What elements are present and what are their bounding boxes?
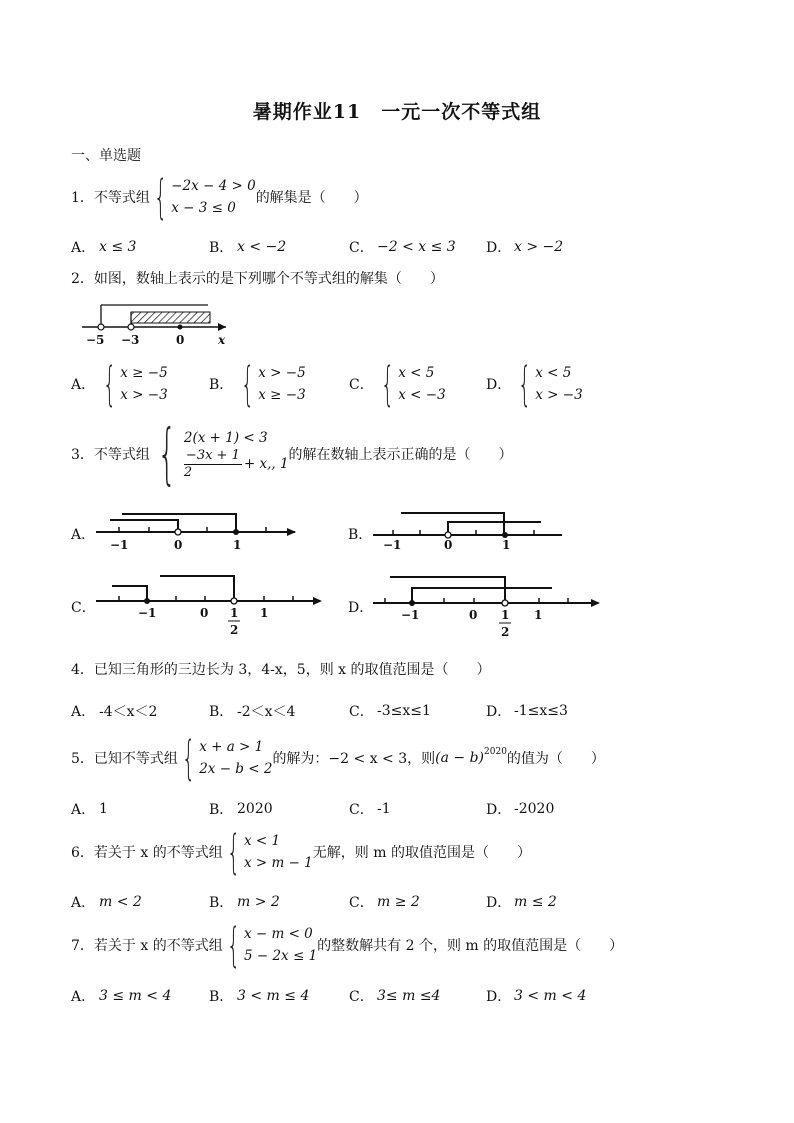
tick-label: 1 bbox=[260, 606, 269, 620]
option-label: C． bbox=[349, 704, 374, 720]
option-label: C． bbox=[349, 895, 374, 911]
solution-bracket bbox=[448, 522, 541, 535]
option-label: D． bbox=[486, 989, 512, 1005]
option-text: m ≤ 2 bbox=[514, 894, 557, 910]
option-label: C． bbox=[349, 802, 374, 818]
ineq-2: x < −3 bbox=[398, 387, 446, 403]
q4-option-b[interactable] bbox=[209, 701, 295, 721]
q4-option-c[interactable] bbox=[349, 701, 431, 721]
option-text: -2＜x＜4 bbox=[237, 704, 296, 720]
option-label: A． bbox=[71, 989, 96, 1005]
option-text: -1≤x≤3 bbox=[514, 703, 568, 719]
tick-label: −1 bbox=[401, 608, 420, 622]
option-label: B． bbox=[209, 240, 234, 256]
tick-label-half-denominator: 2 bbox=[501, 625, 510, 639]
closed-point bbox=[233, 529, 239, 535]
q7-suffix: 的整数解共有 2 个，则 m 的取值范围是（ ） bbox=[317, 938, 624, 954]
q5-prefix: 5．已知不等式组 bbox=[71, 751, 178, 767]
option-label: A． bbox=[71, 895, 96, 911]
tick-label-half-denominator: 2 bbox=[230, 623, 239, 637]
option-label: B． bbox=[209, 802, 234, 818]
question-5 bbox=[71, 731, 605, 785]
tick-label: x bbox=[218, 333, 226, 347]
q5-option-b[interactable] bbox=[209, 799, 273, 819]
q3-option-c-label[interactable]: C． bbox=[71, 600, 96, 616]
tick-label: 0 bbox=[444, 538, 453, 552]
q7-option-d[interactable] bbox=[486, 986, 586, 1006]
q3-suffix: 的解在数轴上表示正确的是（ ） bbox=[288, 447, 513, 463]
ineq-1: x < 5 bbox=[535, 365, 572, 381]
q3-option-b-label[interactable]: B． bbox=[348, 527, 373, 543]
q5-option-c[interactable] bbox=[349, 799, 391, 819]
q3-option-c-graph bbox=[96, 576, 322, 637]
option-text: m > 2 bbox=[237, 894, 280, 910]
q7-system bbox=[244, 923, 317, 967]
q1-suffix: 的解集是（ ） bbox=[255, 190, 368, 206]
q6-option-a[interactable] bbox=[71, 892, 142, 912]
option-text: −2 < x ≤ 3 bbox=[377, 239, 456, 255]
option-label: B． bbox=[209, 704, 234, 720]
option-text: 3 < m < 4 bbox=[514, 988, 587, 1004]
q4-option-a[interactable] bbox=[71, 701, 157, 721]
option-label: D． bbox=[486, 377, 512, 393]
option-text: -3≤x≤1 bbox=[377, 703, 431, 719]
option-text: 3≤ m ≤4 bbox=[377, 988, 441, 1004]
tick-label: 0 bbox=[469, 608, 478, 622]
axis-arrow bbox=[313, 597, 322, 605]
q5-option-a[interactable] bbox=[71, 799, 108, 819]
q3-ineq-1: 2(x + 1) < 3 bbox=[183, 429, 268, 446]
solution-bracket bbox=[110, 520, 178, 532]
q6-ineq-1: x < 1 bbox=[243, 833, 281, 849]
open-point bbox=[231, 598, 237, 604]
solution-bracket bbox=[412, 588, 552, 603]
option-label: C． bbox=[349, 989, 374, 1005]
open-point bbox=[175, 529, 181, 535]
closed-point bbox=[409, 600, 415, 606]
option-text: x > −2 bbox=[514, 239, 564, 255]
q7-option-a[interactable] bbox=[71, 986, 171, 1006]
q3-prefix: 3．不等式组 bbox=[71, 447, 150, 463]
option-label: A． bbox=[71, 802, 96, 818]
brace-symbol: { bbox=[103, 357, 117, 411]
brace-symbol: { bbox=[226, 825, 240, 879]
fraction-numerator: −3x + 1 bbox=[185, 447, 240, 463]
option-label: B． bbox=[209, 895, 234, 911]
q3-option-d-label[interactable]: D． bbox=[348, 600, 374, 616]
q5-option-d[interactable] bbox=[486, 799, 554, 819]
tick-label: −1 bbox=[383, 538, 402, 552]
brace-symbol: { bbox=[157, 415, 177, 492]
open-point bbox=[502, 600, 508, 606]
q3-option-a-graph bbox=[96, 514, 296, 552]
option-label: A． bbox=[71, 704, 96, 720]
q6-option-b[interactable] bbox=[209, 892, 280, 912]
option-text: -4＜x＜2 bbox=[99, 704, 158, 720]
option-text: x ≤ 3 bbox=[99, 239, 137, 255]
option-label: C． bbox=[349, 377, 374, 393]
tick-label-half-numerator: 1 bbox=[230, 606, 239, 620]
question-7 bbox=[71, 918, 624, 972]
ineq-2: x ≥ −3 bbox=[258, 387, 306, 403]
axis-arrow bbox=[287, 528, 296, 536]
option-label: D． bbox=[486, 704, 512, 720]
page-title: 暑期作业11 一元一次不等式组 bbox=[252, 101, 542, 123]
q6-system bbox=[244, 830, 313, 874]
brace-symbol: { bbox=[181, 731, 196, 785]
tick-label: 1 bbox=[534, 608, 543, 622]
tick-label: −1 bbox=[138, 606, 157, 620]
ineq-2: x > −3 bbox=[535, 387, 583, 403]
brace-symbol: { bbox=[226, 918, 240, 972]
option-label: C． bbox=[349, 240, 374, 256]
option-label: A． bbox=[71, 377, 96, 393]
q6-prefix: 6．若关于 x 的不等式组 bbox=[71, 845, 223, 861]
ineq-1: x > −5 bbox=[258, 365, 306, 381]
tick-label: 0 bbox=[176, 333, 185, 347]
brace-symbol: { bbox=[153, 170, 168, 224]
option-text: 3 < m ≤ 4 bbox=[237, 988, 310, 1004]
option-label: D． bbox=[486, 802, 512, 818]
option-text: -2020 bbox=[514, 801, 555, 817]
tick-label: −1 bbox=[110, 538, 129, 552]
section-heading: 一、单选题 bbox=[71, 148, 141, 164]
option-label: A． bbox=[71, 240, 96, 256]
q5-ineq-1: x + a > 1 bbox=[199, 739, 264, 755]
q1-ineq-2: x − 3 ≤ 0 bbox=[171, 200, 236, 216]
option-text: m ≥ 2 bbox=[377, 894, 420, 910]
q6-option-d[interactable] bbox=[486, 892, 557, 912]
question-2: 2．如图，数轴上表示的是下列哪个不等式组的解集（ ） bbox=[71, 271, 444, 287]
q4-option-d[interactable] bbox=[486, 701, 568, 721]
ineq-2: x > −3 bbox=[120, 387, 168, 403]
option-text: x < −2 bbox=[237, 239, 287, 255]
q5-expression: (a − b) bbox=[435, 750, 485, 766]
q5-system bbox=[199, 736, 272, 780]
solution-bracket bbox=[401, 513, 504, 535]
q5-suffix: 的值为（ ） bbox=[506, 751, 605, 767]
tick-label: 1 bbox=[233, 538, 242, 552]
q7-ineq-1: x − m < 0 bbox=[243, 926, 313, 942]
tick-label: 1 bbox=[502, 538, 511, 552]
option-label: D． bbox=[486, 240, 512, 256]
q3-option-b-graph bbox=[373, 513, 562, 552]
question-4: 4．已知三角形的三边长为 3，4-x，5，则 x 的取值范围是（ ） bbox=[71, 662, 491, 678]
option-label: B． bbox=[209, 377, 234, 393]
q7-prefix: 7．若关于 x 的不等式组 bbox=[71, 938, 223, 954]
axis-arrow bbox=[591, 599, 600, 607]
q5-middle: 的解为：−2 < x < 3，则 bbox=[272, 751, 436, 767]
q1-prefix: 1．不等式组 bbox=[71, 190, 150, 206]
tick-label: −3 bbox=[121, 333, 140, 347]
option-label: D． bbox=[486, 895, 512, 911]
q6-option-c[interactable] bbox=[349, 892, 420, 912]
brace-symbol: { bbox=[241, 357, 255, 411]
tick-label-half-numerator: 1 bbox=[501, 608, 510, 622]
q5-exponent: 2020 bbox=[484, 747, 507, 757]
solution-bracket bbox=[112, 586, 147, 601]
option-text: 2020 bbox=[237, 801, 273, 817]
option-text: -1 bbox=[377, 801, 391, 817]
q6-ineq-2: x > m − 1 bbox=[243, 855, 313, 871]
q6-suffix: 无解，则 m 的取值范围是（ ） bbox=[312, 845, 531, 861]
q3-option-d-graph bbox=[373, 577, 600, 639]
question-6 bbox=[71, 825, 531, 879]
tick-label: 0 bbox=[200, 606, 209, 620]
q7-ineq-2: 5 − 2x ≤ 1 bbox=[243, 948, 318, 964]
q3-option-a-label[interactable]: A． bbox=[71, 527, 96, 543]
q1-ineq-1: −2x − 4 > 0 bbox=[171, 178, 256, 194]
option-text: 1 bbox=[99, 801, 108, 817]
ineq-1: x ≥ −5 bbox=[120, 365, 168, 381]
option-text: m < 2 bbox=[99, 894, 142, 910]
brace-symbol: { bbox=[381, 357, 395, 411]
option-label: B． bbox=[209, 989, 234, 1005]
q7-option-c[interactable] bbox=[349, 986, 440, 1006]
q5-ineq-2: 2x − b < 2 bbox=[199, 761, 273, 777]
solution-bracket bbox=[160, 576, 234, 601]
tick-label: 0 bbox=[174, 538, 183, 552]
brace-symbol: { bbox=[518, 357, 532, 411]
tick-label: −5 bbox=[86, 333, 105, 347]
q7-option-b[interactable] bbox=[209, 986, 309, 1006]
fraction-denominator: 2 bbox=[183, 464, 193, 480]
solution-bracket bbox=[390, 577, 505, 603]
q3-ineq-2-tail: + x,, 1 bbox=[243, 456, 289, 472]
ineq-1: x < 5 bbox=[398, 365, 435, 381]
option-text: 3 ≤ m < 4 bbox=[99, 988, 172, 1004]
closed-point bbox=[144, 598, 150, 604]
